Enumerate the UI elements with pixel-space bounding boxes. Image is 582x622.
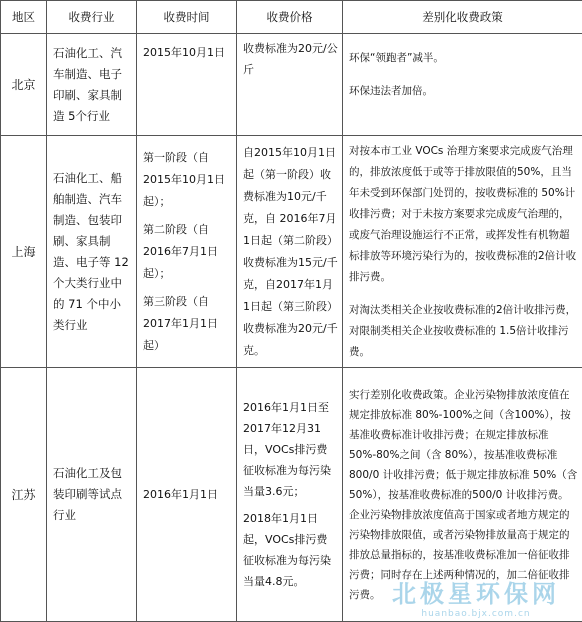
price-text: 收费标准为20元/公斤 bbox=[243, 38, 338, 80]
policy-text: 环保违法者加倍。 bbox=[349, 81, 578, 102]
watermark-text: 北极星环保网 bbox=[392, 574, 560, 609]
table-row bbox=[1, 34, 582, 136]
policy-text: 实行差别化收费政策。企业污染物排放浓度值在规定排放标准 80%-100%之间（含100%），按基准收费标准计收排污费；在规定排放标准 50%-80%之间（含 80%），按基准收费标准 800/0 计收排污费；低于规定排放标准 50%（含 50%），按基准收费标准的500/0 计收排污费。企业污染物排放浓度值高于国家或者地方规定的污染物排放限值，或者污染物排放量高于规定的排放总量指标的，按基准收费标准加一倍征收排污费；同时存在上述两种情况的，加二倍征收排污费。 bbox=[349, 385, 578, 605]
price-text: 2018年1月1日起，VOCs排污费征收标准为每污染当量4.8元。 bbox=[243, 508, 338, 592]
region-cell: 江苏 bbox=[1, 368, 47, 622]
policy-text: 对按本市工业 VOCs 治理方案要求完成废气治理的，排放浓度低于或等于排放限值的50%，且当年未受到环保部门处罚的，按收费标准的 50%计收排污费；对于未按方案要求完成废气治理的，或废气治理设施运行不正常，或挥发性有机物超标排放等环境污染行为的，按收费标准的2倍计收排污费。 bbox=[349, 141, 578, 288]
time-cell bbox=[137, 136, 237, 368]
policy-cell bbox=[343, 136, 582, 368]
industry-cell: 石油化工、汽车制造、电子印刷、家具制造 5个行业 bbox=[47, 34, 137, 136]
time-text: 2016年1月1日 bbox=[143, 486, 232, 504]
table-row bbox=[1, 368, 582, 622]
table-row bbox=[1, 136, 582, 368]
header-time: 收费时间 bbox=[137, 1, 237, 34]
header-industry: 收费行业 bbox=[47, 1, 137, 34]
time-text: 第三阶段（自2017年1月1日起） bbox=[143, 291, 232, 357]
header-region: 地区 bbox=[1, 1, 47, 34]
price-cell bbox=[237, 368, 343, 622]
time-text: 第一阶段（自2015年10月1日起）； bbox=[143, 147, 232, 213]
price-text: 2016年1月1日至2017年12月31日，VOCs排污费征收标准为每污染当量3.6元； bbox=[243, 397, 338, 502]
policy-cell bbox=[343, 368, 582, 622]
time-text: 2015年10月1日 bbox=[143, 44, 232, 62]
time-cell bbox=[137, 34, 237, 136]
region-cell: 上海 bbox=[1, 136, 47, 368]
time-text: 第二阶段（自2016年7月1日起）； bbox=[143, 219, 232, 285]
price-cell bbox=[237, 34, 343, 136]
price-text: 自2015年10月1日起（第一阶段）收费标准为10元/千克，自 2016年7月1日起（第二阶段）收费标准为15元/千克，自2017年1月1日起（第三阶段）收费标准为20元/千克。 bbox=[243, 142, 338, 362]
industry-cell: 石油化工、船舶制造、汽车制造、包装印刷、家具制造、电子等 12个大类行业中的 71 个中小类行业 bbox=[47, 136, 137, 368]
policy-text: 对淘汰类相关企业按收费标准的2倍计收排污费，对限制类相关企业按收费标准的 1.5倍计收排污费。 bbox=[349, 300, 578, 363]
header-policy: 差别化收费政策 bbox=[343, 1, 582, 34]
policy-cell bbox=[343, 34, 582, 136]
watermark-url: huanbao.bjx.com.cn bbox=[392, 609, 560, 619]
policy-text: 环保“领跑者”减半。 bbox=[349, 48, 578, 69]
price-cell bbox=[237, 136, 343, 368]
time-cell bbox=[137, 368, 237, 622]
region-cell: 北京 bbox=[1, 34, 47, 136]
industry-cell: 石油化工及包装印刷等试点行业 bbox=[47, 368, 137, 622]
header-row bbox=[1, 1, 582, 34]
header-price: 收费价格 bbox=[237, 1, 343, 34]
